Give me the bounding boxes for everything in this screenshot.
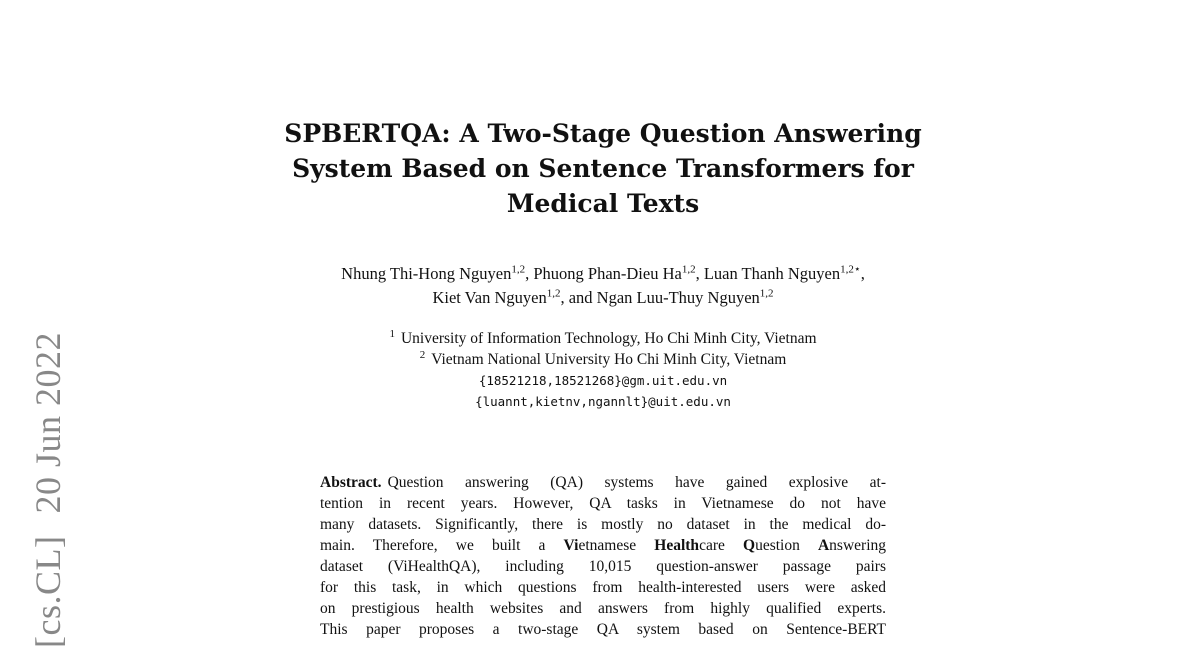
- abstract-text: dataset (ViHealthQA), including 10,015 question-answer passage pairs: [320, 558, 886, 575]
- abstract-text: nswering: [829, 537, 886, 554]
- abstract: [320, 472, 886, 640]
- abstract-text: tention in recent years. However, QA tasks in Vietnamese do not have: [320, 495, 886, 512]
- author-affil-mark: 1,2: [511, 263, 526, 276]
- author-conjunction: and: [568, 288, 593, 307]
- abstract-text: Question answering (QA) systems have gained explosive at-: [387, 474, 886, 491]
- author-affil-mark: 1,2⋆: [840, 263, 861, 276]
- arxiv-date: 20 Jun 2022: [28, 332, 68, 514]
- acronym-bold: Health: [654, 537, 700, 554]
- affiliation: Vietnam National University Ho Chi Minh City, Vietnam: [431, 351, 787, 368]
- abstract-text: many datasets. Significantly, there is mostly no dataset in the medical do-: [320, 516, 886, 533]
- paper-title: [240, 116, 966, 221]
- author-name: Kiet Van Nguyen: [432, 288, 547, 307]
- arxiv-category: [cs.CL]: [28, 535, 68, 648]
- abstract-text: care: [699, 537, 725, 554]
- arxiv-side-stamp: [28, 318, 68, 648]
- author-affil-mark: 1,2: [681, 263, 696, 276]
- affil-number: 2: [419, 348, 426, 361]
- author-affil-mark: 1,2: [759, 287, 774, 300]
- acronym-bold: A: [817, 537, 830, 554]
- abstract-label: Abstract.: [320, 474, 382, 491]
- affiliation: University of Information Technology, Ho Chi Minh City, Vietnam: [400, 330, 817, 347]
- author-name: Phuong Phan-Dieu Ha: [533, 264, 682, 283]
- acronym-bold: Q: [743, 537, 756, 554]
- title-line: Medical Texts: [506, 189, 700, 218]
- title-line: SPBERTQA: A Two-Stage Question Answering: [284, 119, 922, 148]
- acronym-bold: Vi: [563, 537, 579, 554]
- abstract-text: This paper proposes a two-stage QA system based on Sentence-BERT: [320, 621, 886, 638]
- affiliations: [300, 328, 906, 412]
- abstract-text: for this task, in which questions from health-interested users were asked: [320, 579, 886, 596]
- author-affil-mark: 1,2: [546, 287, 561, 300]
- abstract-text: etnamese: [578, 537, 637, 554]
- abstract-text: on prestigious health websites and answers from highly qualified experts.: [320, 600, 886, 617]
- title-line: System Based on Sentence Transformers for: [292, 154, 914, 183]
- email-line: {luannt,kietnv,ngannlt}@uit.edu.vn: [475, 394, 731, 409]
- author-name: Nhung Thi-Hong Nguyen: [341, 264, 512, 283]
- abstract-text: uestion: [755, 537, 800, 554]
- author-name: Luan Thanh Nguyen: [703, 264, 841, 283]
- author-name: Ngan Luu-Thuy Nguyen: [596, 288, 760, 307]
- abstract-text: main. Therefore, we built a: [320, 537, 546, 554]
- affil-number: 1: [389, 327, 395, 340]
- author-list: Nhung Thi-Hong Nguyen$^{1,2}$, Phuong Phan-Dieu Ha$^{1,2}$, Luan Thanh Nguyen$^{1,2⋆}$, Kiet Van Nguyen$^{1,2}$, and Ngan Luu-Thuy Nguyen$^{1,2}$: [341, 263, 865, 307]
- email-line: {18521218,18521268}@gm.uit.edu.vn: [478, 373, 728, 388]
